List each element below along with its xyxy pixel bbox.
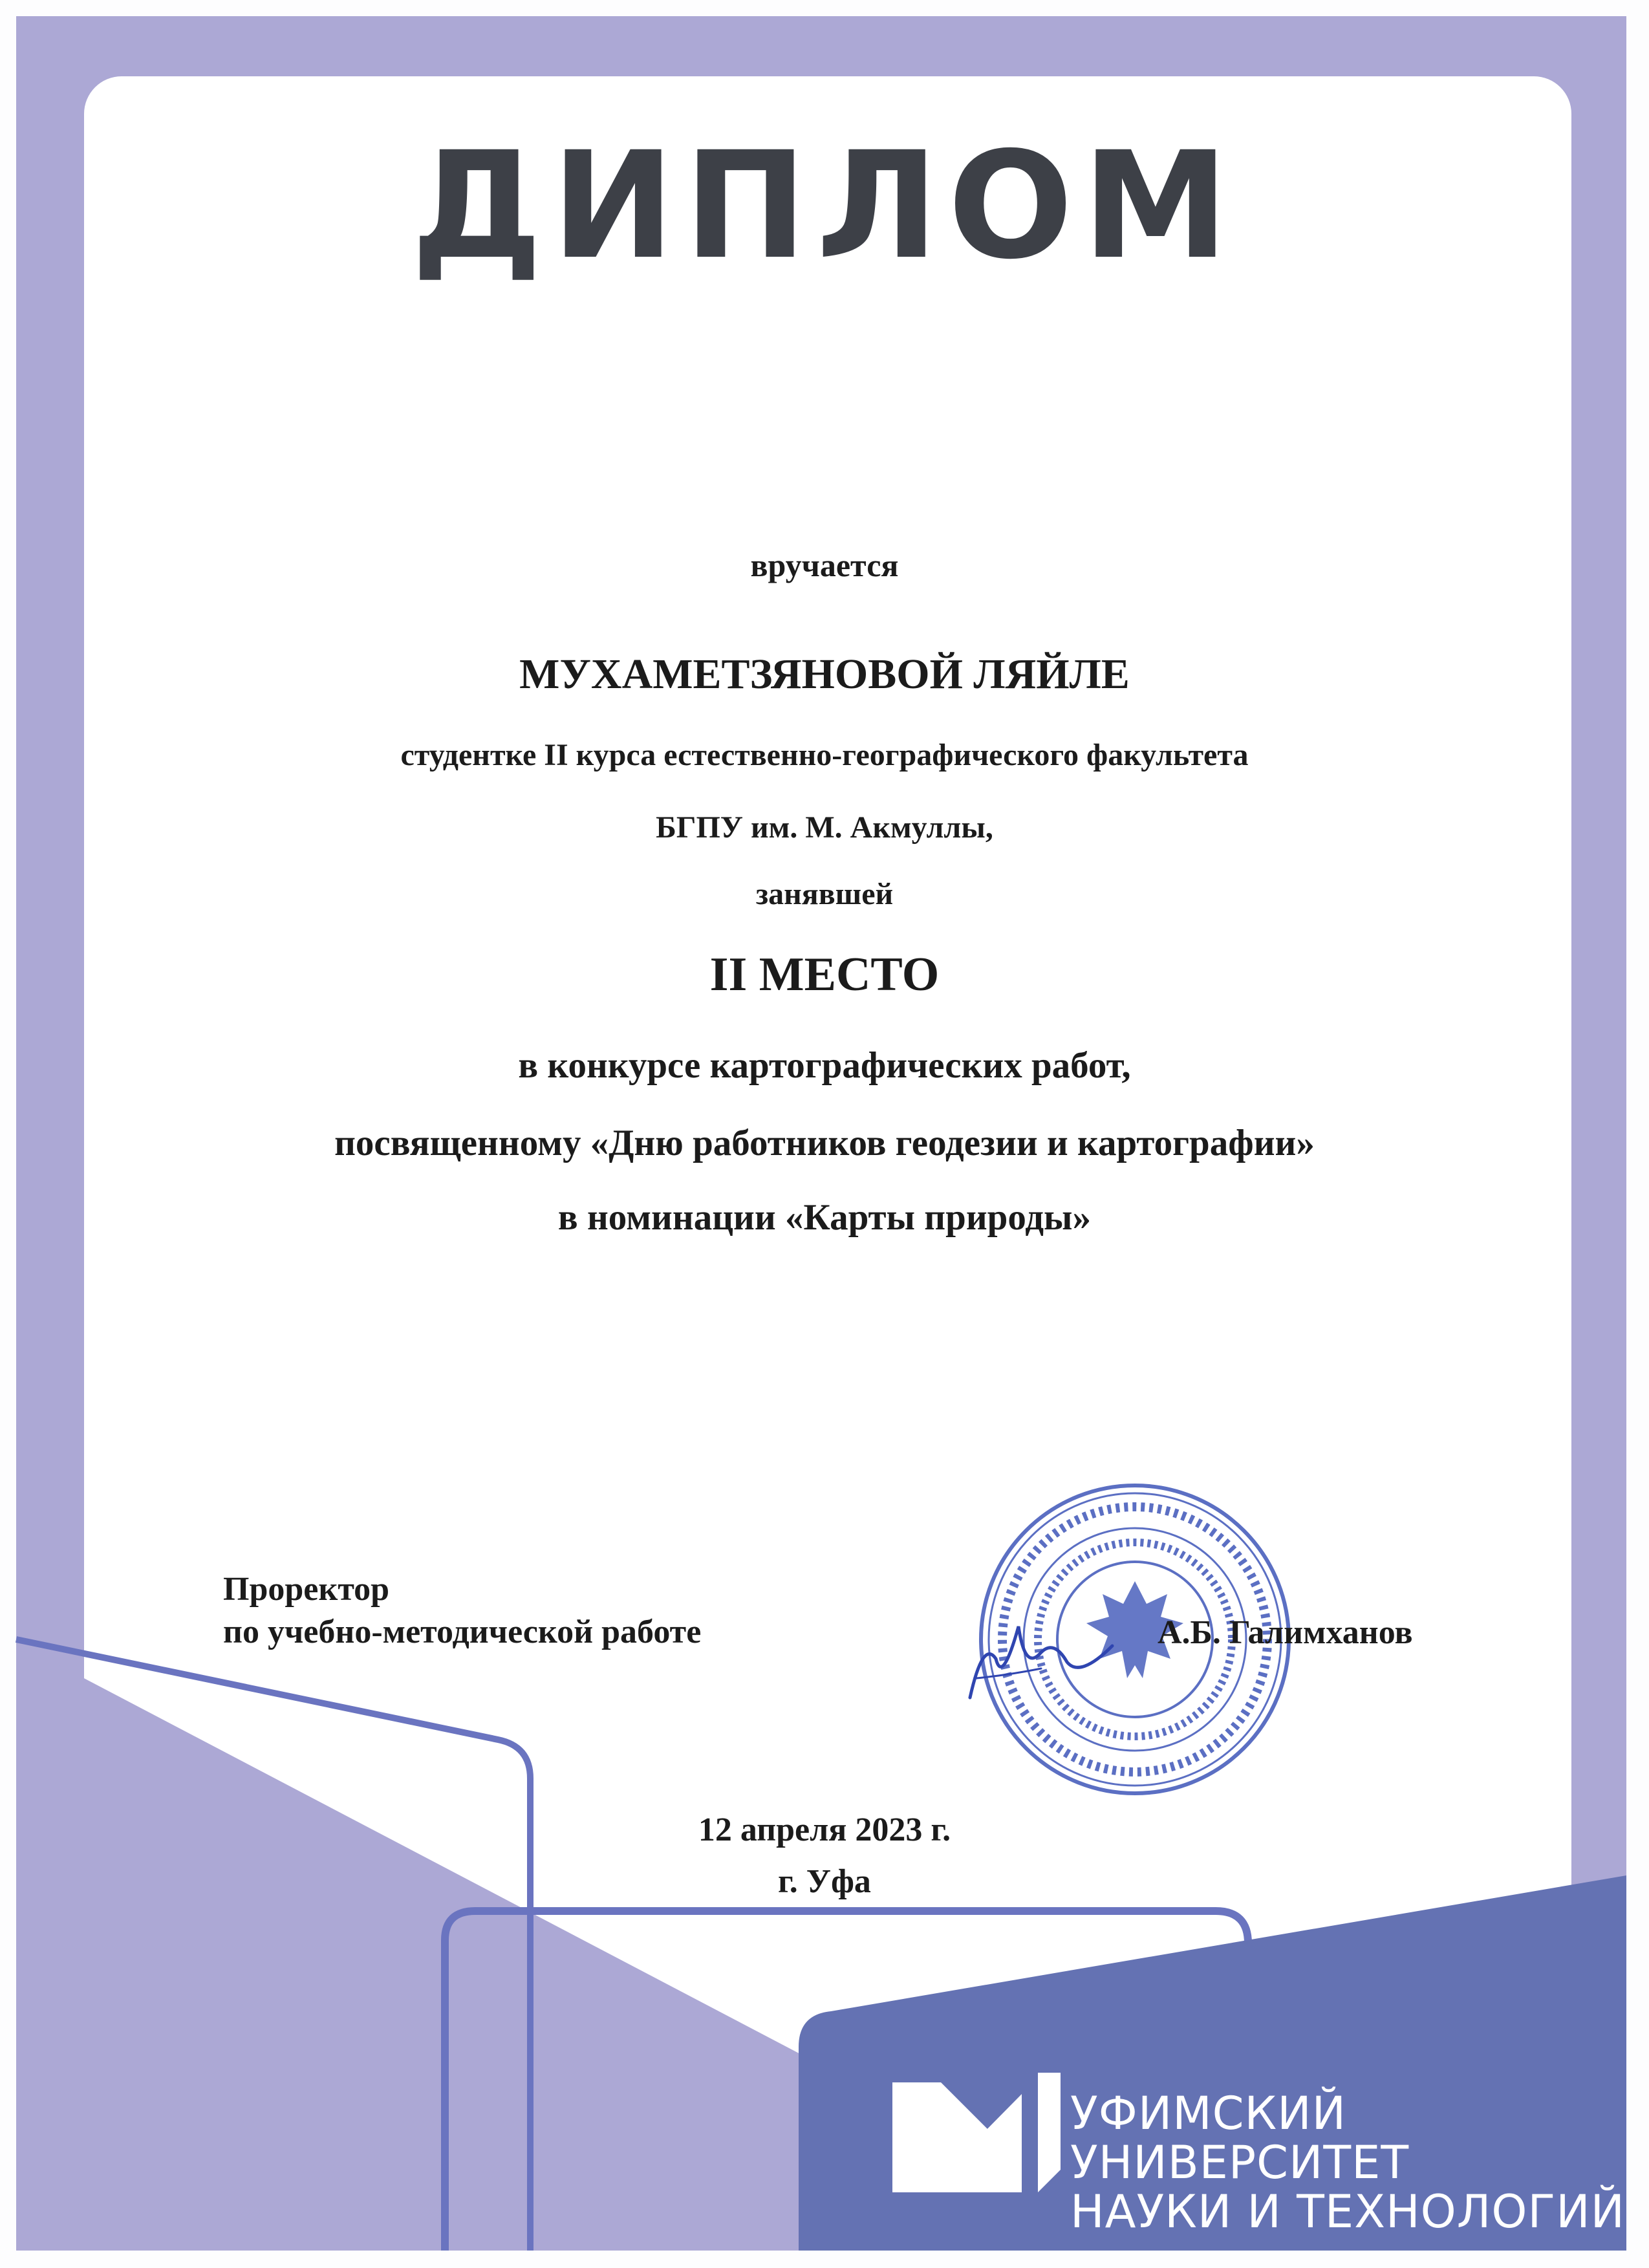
achievement-label: занявшей — [755, 877, 894, 911]
contest-line-2: посвященному «Дню работников геодезии и картографии» — [334, 1123, 1315, 1163]
issue-date: 12 апреля 2023 г. — [698, 1811, 951, 1848]
place-award: II МЕСТО — [709, 948, 940, 1001]
signer-position-line-2: по учебно-методической работе — [223, 1614, 702, 1650]
recipient-name: МУХАМЕТЗЯНОВОЙ ЛЯЙЛЕ — [519, 651, 1130, 698]
recipient-info-1: студентке II курса естественно-географического факультета — [400, 738, 1249, 772]
signer-name: А.Б. Галимханов — [1158, 1614, 1413, 1651]
diploma-title: ДИПЛОМ — [411, 120, 1238, 292]
university-name-line-2: УНИВЕРСИТЕТ — [1070, 2136, 1410, 2189]
signer-position — [223, 1568, 701, 1654]
contest-line-1: в конкурсе картографических работ, — [518, 1045, 1131, 1086]
lower-left-shading — [16, 1643, 805, 2251]
university-name-line-1: УФИМСКИЙ — [1070, 2087, 1346, 2140]
contest-line-3: в номинации «Карты природы» — [557, 1197, 1092, 1238]
issue-city: г. Уфа — [778, 1863, 871, 1900]
signer-position-line-1: Проректор — [223, 1571, 390, 1608]
university-name-line-3: НАУКИ И ТЕХНОЛОГИЙ — [1070, 2185, 1625, 2238]
recipient-info-2: БГПУ им. М. Акмуллы, — [656, 810, 993, 845]
signature-scribble — [957, 1601, 1125, 1717]
university-name — [1070, 2089, 1625, 2236]
awarded-label: вручается — [750, 547, 899, 583]
